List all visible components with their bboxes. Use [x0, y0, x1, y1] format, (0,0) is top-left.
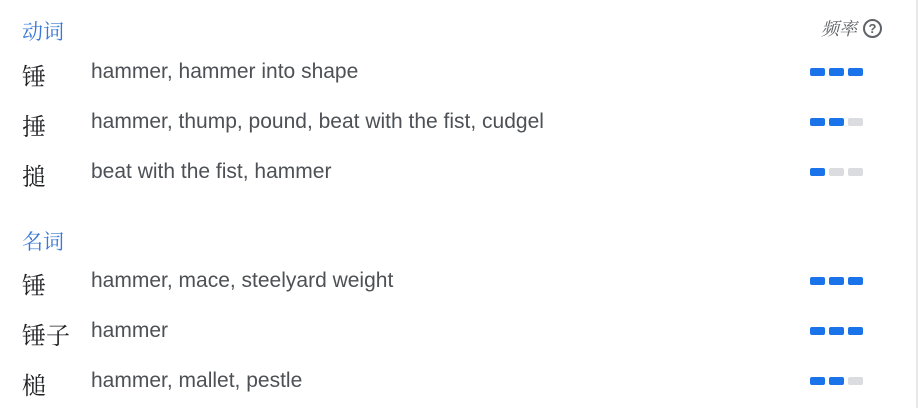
frequency-bar-3	[848, 68, 863, 76]
frequency-bar-1	[810, 118, 825, 126]
word-text: 槌	[22, 372, 46, 400]
frequency-bar-2	[829, 168, 844, 176]
frequency-label: 频率	[821, 19, 857, 39]
frequency-bars	[810, 327, 863, 335]
word-text: 锤	[22, 272, 46, 300]
word-text: 搥	[22, 163, 46, 191]
translation-text: beat with the fist, hammer	[91, 160, 332, 183]
frequency-bar-3	[848, 118, 863, 126]
help-circle-icon[interactable]: ?	[863, 19, 882, 38]
section-title-nouns: 名词	[22, 231, 64, 254]
translation-text: hammer, thump, pound, beat with the fist, cudgel	[91, 110, 544, 133]
translation-row[interactable]	[0, 99, 900, 149]
translation-text: hammer	[91, 319, 169, 342]
frequency-bar-3	[848, 377, 863, 385]
translation-text: hammer, mace, steelyard weight	[91, 269, 394, 292]
frequency-bar-2	[829, 68, 844, 76]
frequency-bar-3	[848, 327, 863, 335]
translation-row[interactable]	[0, 308, 900, 358]
translation-row[interactable]	[0, 358, 900, 408]
frequency-bar-1	[810, 327, 825, 335]
frequency-bars	[810, 277, 863, 285]
frequency-bars	[810, 168, 863, 176]
frequency-bar-1	[810, 277, 825, 285]
frequency-bar-2	[829, 377, 844, 385]
frequency-bar-2	[829, 118, 844, 126]
frequency-bar-1	[810, 168, 825, 176]
word-text: 锤子	[22, 322, 70, 350]
translation-row[interactable]	[0, 258, 900, 308]
frequency-bar-2	[829, 277, 844, 285]
frequency-bar-1	[810, 377, 825, 385]
translation-text: hammer, mallet, pestle	[91, 369, 303, 392]
frequency-bar-3	[848, 168, 863, 176]
frequency-bar-3	[848, 277, 863, 285]
translation-row[interactable]	[0, 49, 900, 99]
frequency-bars	[810, 68, 863, 76]
section-title-verbs: 动词	[22, 21, 64, 44]
translation-row[interactable]	[0, 149, 900, 199]
frequency-header	[821, 15, 882, 41]
frequency-bars	[810, 377, 863, 385]
frequency-bars	[810, 118, 863, 126]
translation-text: hammer, hammer into shape	[91, 60, 359, 83]
word-text: 捶	[22, 113, 46, 141]
word-text: 锤	[22, 63, 46, 91]
frequency-bar-2	[829, 327, 844, 335]
frequency-bar-1	[810, 68, 825, 76]
